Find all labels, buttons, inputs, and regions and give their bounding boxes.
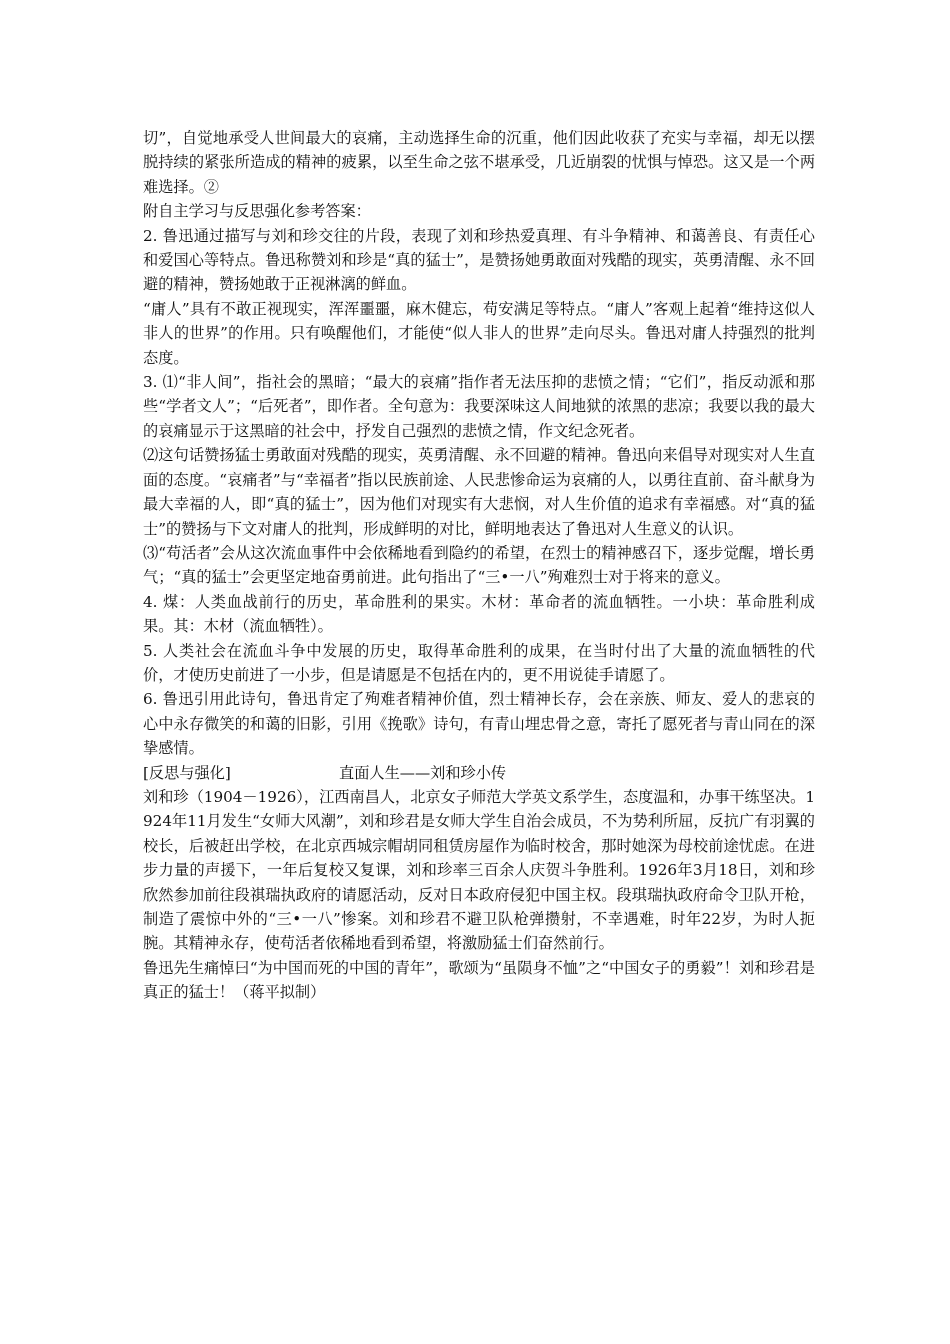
reflection-heading	[143, 761, 815, 785]
answer-5-paragraph: 5. 人类社会在流血斗争中发展的历史，取得革命胜利的成果，在当时付出了大量的流血牺牲的代价，才使历史前进了一小步，但是请愿是不包括在内的，更不用说徒手请愿了。	[143, 641, 815, 684]
biography-paragraph: 刘和珍（1904－1926），江西南昌人，北京女子师范大学英文系学生，态度温和，办事干练坚决。1924年11月发生“女师大风潮”，刘和珍君是女师大学生自治会成员，不为势利所屈，反抗广有羽翼的校长，后被赶出学校，在北京西城宗帽胡同租赁房屋作为临时校舍，那时她深为母校前途忧虑。在进步力量的声援下，一年后复校又复课，刘和珍率三百余人庆贺斗争胜利。1926年3月18日，刘和珍欣然参加前往段祺瑞执政府的请愿活动，反对日本政府侵犯中国主权。段琪瑞执政府命令卫队开枪，制造了震惊中外的“三•一八”惨案。刘和珍君不避卫队枪弹攒射，不幸遇难，时年22岁，为时人扼腕。其精神永存，使苟活者依稀地看到希望，将激励猛士们奋然前行。	[143, 787, 815, 953]
answer-3-3-paragraph: ⑶“苟活者”会从这次流血事件中会依稀地看到隐约的希望，在烈士的精神感召下，逐步觉醒，增长勇气；“真的猛士”会更坚定地奋勇前进。此句指出了“三•一八”殉难烈士对于将来的意义。	[143, 543, 815, 587]
document-body	[143, 126, 815, 1005]
intro-paragraph: 切”，自觉地承受人世间最大的哀痛，主动选择生命的沉重，他们因此收获了充实与幸福，却无以摆脱持续的紧张所造成的精神的疲累，以至生命之弦不堪承受，几近崩裂的忧惧与悼恐。这又是一个两难选择。②	[143, 129, 815, 196]
answer-3-2-paragraph: ⑵这句话赞扬猛士勇敢面对残酷的现实，英勇清醒、永不回避的精神。鲁迅向来倡导对现实对人生直面的态度。“哀痛者”与“幸福者”指以民族前途、人民悲惨命运为哀痛的人，以勇往直前、奋斗献身为最大幸福的人，即“真的猛士”，因为他们对现实有大悲悯，对人生价值的追求有幸福感。对“真的猛士”的赞扬与下文对庸人的批判，形成鲜明的对比，鲜明地表达了鲁迅对人生意义的认识。	[143, 446, 815, 538]
answer-2-continued-paragraph: “庸人”具有不敢正视现实，浑浑噩噩，麻木健忘，苟安满足等特点。“庸人”客观上起着“维持这似人非人的世界”的作用。只有唤醒他们，才能使“似人非人的世界”走向尽头。鲁迅对庸人持强烈的批判态度。	[143, 299, 815, 367]
section-label: [反思与强化]	[143, 763, 231, 782]
article-title: 直面人生——刘和珍小传	[339, 763, 507, 782]
answer-4-paragraph: 4. 煤：人类血战前行的历史，革命胜利的果实。木材：革命者的流血牺牲。一小块：革命胜利成果。其：木材（流血牺牲）。	[143, 592, 815, 636]
answer-3-1-paragraph: 3. ⑴“非人间”，指社会的黑暗；“最大的哀痛”指作者无法压抑的悲愤之情；“它们”，指反动派和那些“学者文人”；“后死者”，即作者。全句意为：我要深味这人间地狱的浓黑的悲凉；我要以我的最大的哀痛显示于这黑暗的社会中，抒发自己强烈的悲愤之情，作文纪念死者。	[143, 373, 815, 440]
tribute-paragraph: 鲁迅先生痛悼曰“为中国而死的中国的青年”，歌颂为“虽陨身不恤”之“中国女子的勇毅”！刘和珍君是真正的猛士！（蒋平拟制）	[143, 958, 815, 1002]
answer-2-paragraph: 2. 鲁迅通过描写与刘和珍交往的片段，表现了刘和珍热爱真理、有斗争精神、和蔼善良、有责任心和爱国心等特点。鲁迅称赞刘和珍是“真的猛士”，是赞扬她勇敢面对残酷的现实，英勇清醒、永不回避的精神，赞扬她敢于正视淋漓的鲜血。	[143, 226, 815, 294]
answers-heading: 附自主学习与反思强化参考答案：	[143, 202, 371, 221]
answer-6-paragraph: 6. 鲁迅引用此诗句，鲁迅肯定了殉难者精神价值，烈士精神长存，会在亲族、师友、爱人的悲哀的心中永存微笑的和蔼的旧影，引用《挽歌》诗句，有青山埋忠骨之意，寄托了愿死者与青山同在的深挚感情。	[143, 690, 815, 758]
